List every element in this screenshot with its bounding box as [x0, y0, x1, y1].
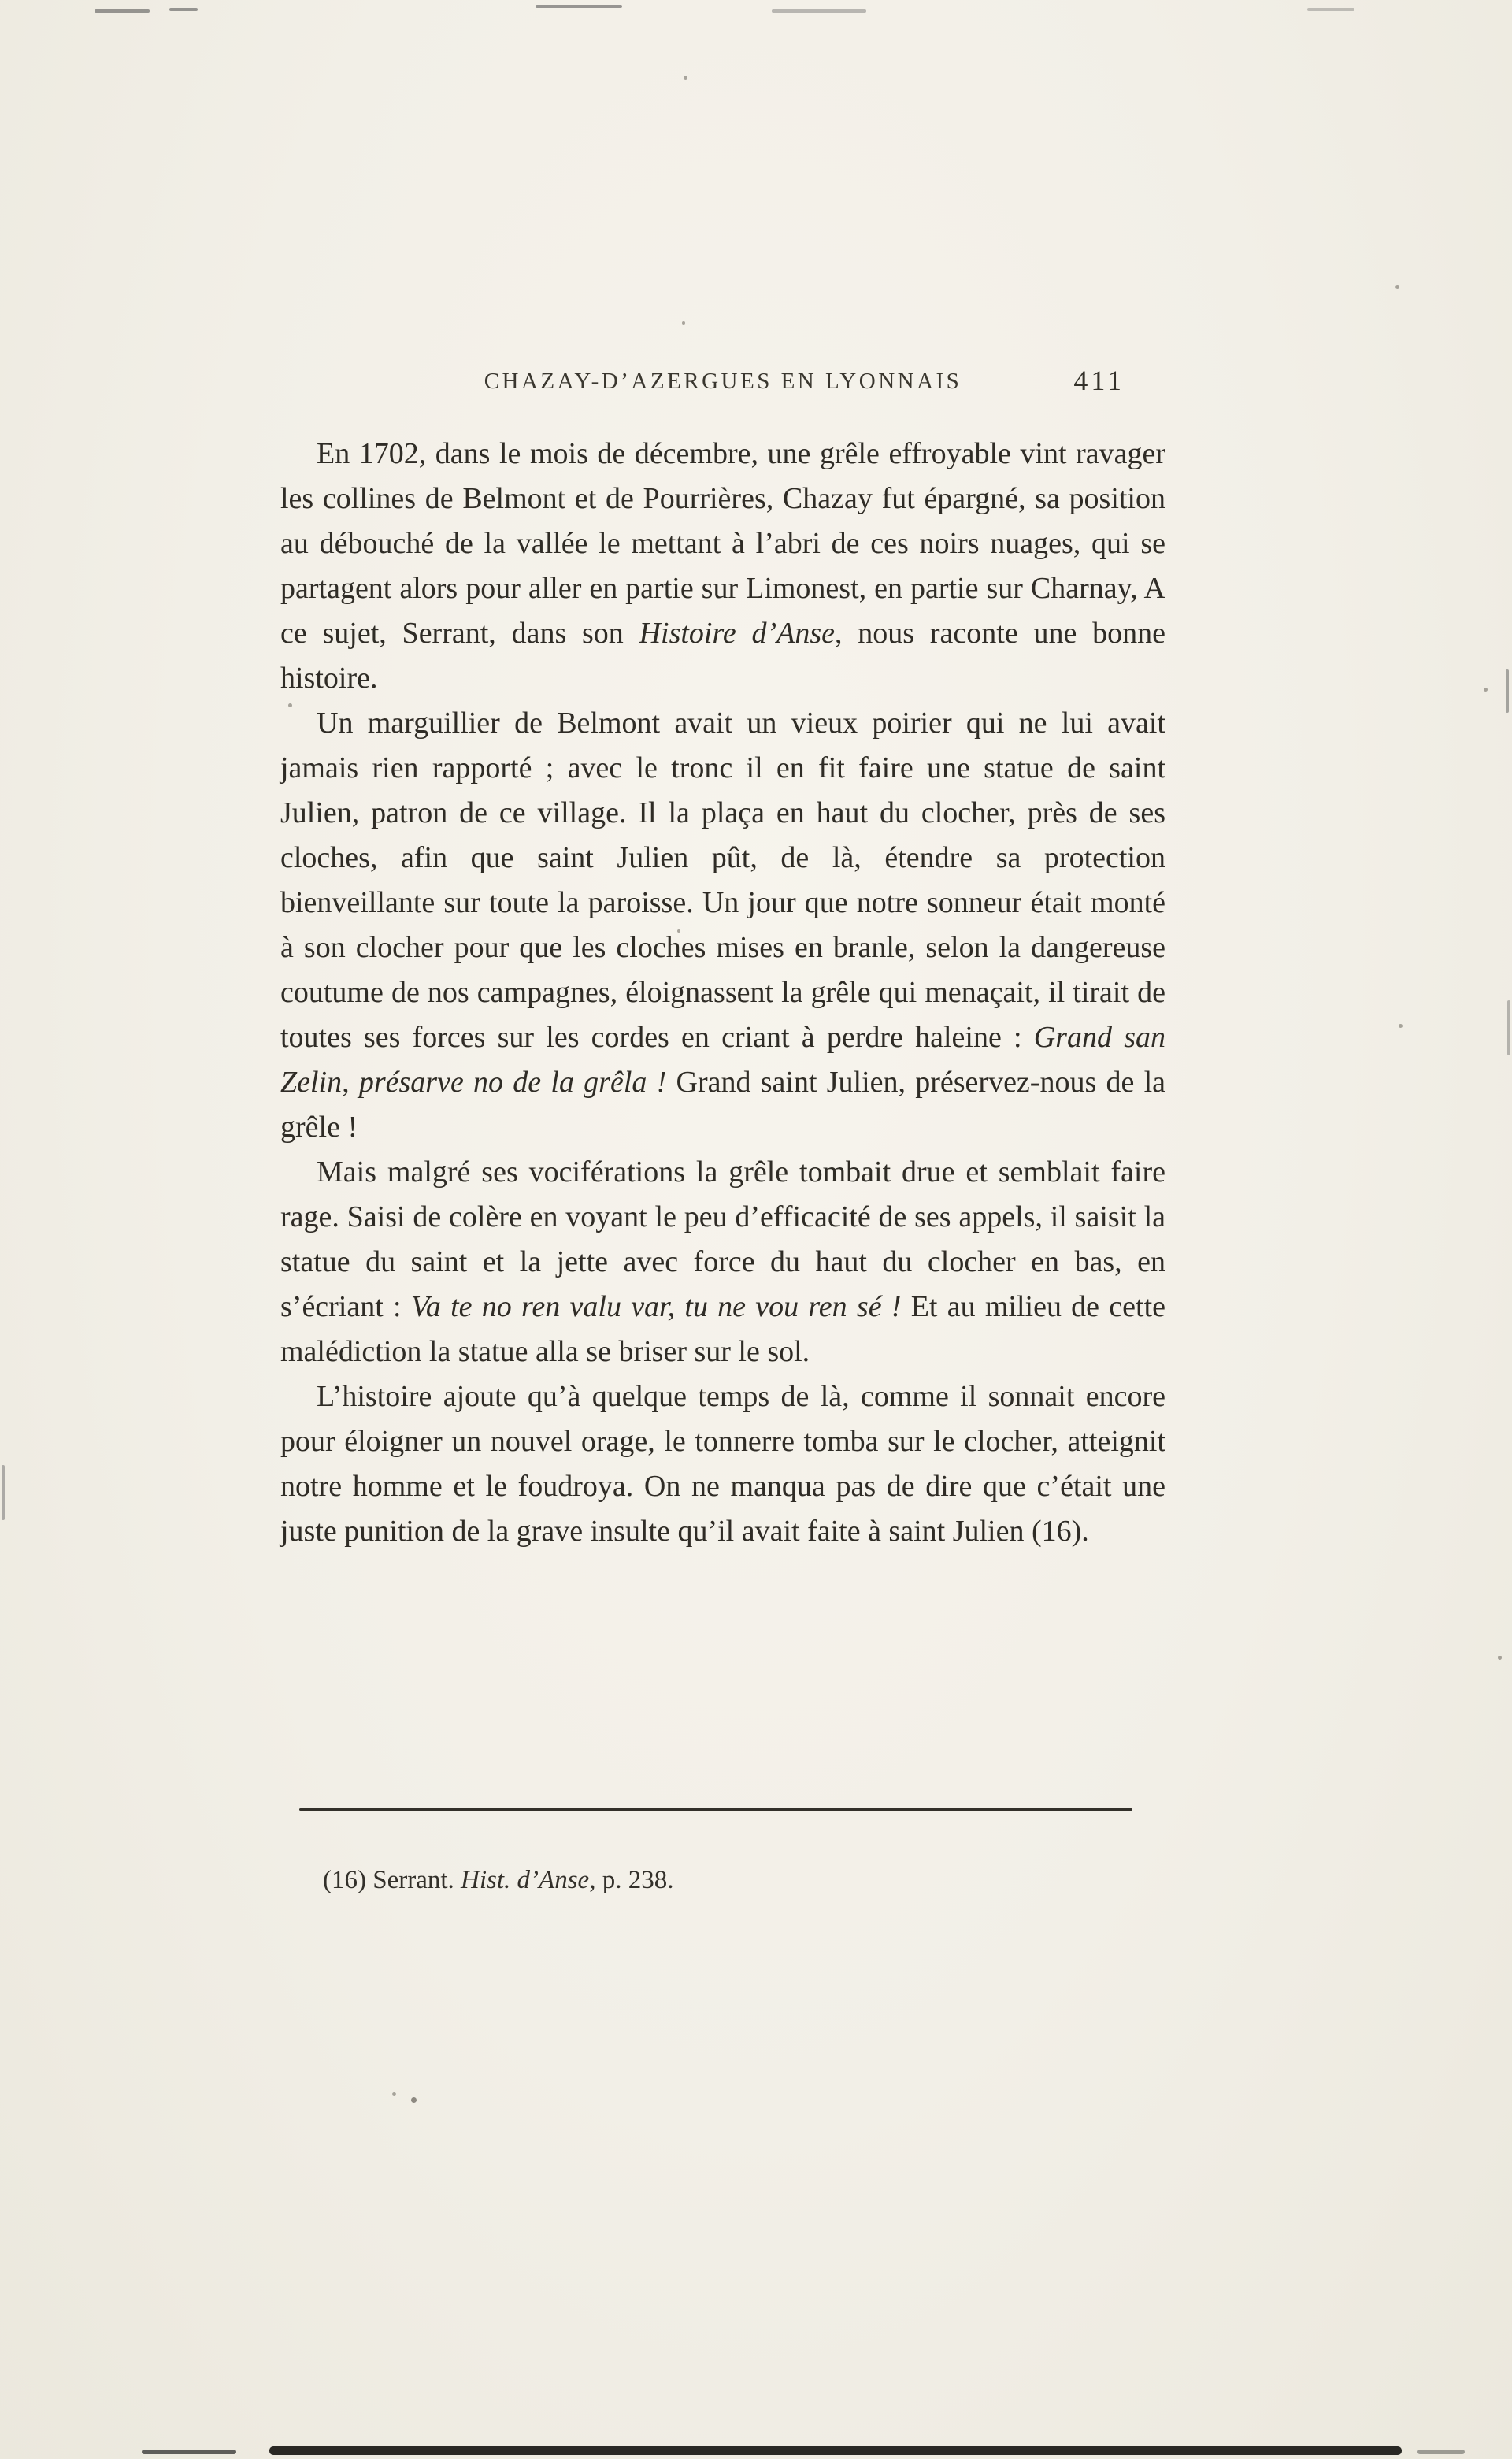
paper-speck: [1498, 1656, 1502, 1660]
scan-artifact-edge: [1507, 1000, 1510, 1055]
paper-speck: [288, 703, 292, 707]
italic-text-run: Grand san Zelin, présarve no de la grêla !: [280, 1021, 1166, 1099]
paper-speck: [684, 76, 687, 80]
paragraph: [280, 701, 1166, 1150]
scan-artifact-dash: [169, 8, 198, 11]
italic-text-run: Hist. d’Anse: [461, 1866, 590, 1894]
scan-artifact-dash: [1418, 2450, 1465, 2454]
text-run: Un marguillier de Belmont avait un vieux poirier qui ne lui avait jamais rien rapporté ; avec le tronc il en fit faire une statue de saint Julien, patron de ce village. Il la plaça en haut du clocher, près de ses cloches, afin que saint Julien pût, de là, étendre sa protection bienveillante sur toute la paroisse. Un jour que notre sonneur était monté à son clocher pour que les cloches mises en branle, selon la dangereuse coutume de nos campagnes, éloignassent la grêle qui menaçait, il tirait de toutes ses forces sur les cordes en criant à perdre haleine :: [280, 707, 1166, 1054]
paper-speck: [1484, 688, 1488, 692]
paragraph: [280, 1150, 1166, 1374]
scan-artifact-dash: [142, 2450, 236, 2454]
paper-speck: [682, 321, 685, 325]
scan-edge-artifact: [269, 2446, 1402, 2455]
paper-speck: [1399, 1024, 1403, 1028]
scan-artifact-dash: [772, 9, 866, 13]
italic-text-run: Histoire d’Anse: [639, 617, 836, 650]
text-run: L’histoire ajoute qu’à quelque temps de là, comme il sonnait encore pour éloigner un nouvel orage, le tonnerre tomba sur le clocher, atteignit notre homme et le foudroya. On ne manqua pas de dire que c’était une juste punition de la grave insulte qu’il avait faite à saint Julien (16).: [280, 1380, 1166, 1548]
text-run: Et au milieu de cette malédiction la statue alla se briser sur le sol.: [280, 1290, 1166, 1368]
text-run: En 1702, dans le mois de décembre, une grêle effroyable vint ravager les collines de Belmont et de Pourrières, Chazay fut épargné, sa position au débouché de la vallée le mettant à l’abri de ces noirs nuages, qui se partagent alors pour aller en partie sur Limonest, en partie sur Charnay, A ce sujet, Serrant, dans son: [280, 437, 1166, 650]
text-run: (16) Serrant.: [323, 1866, 461, 1894]
body-text: [280, 432, 1166, 1554]
page-number: 411: [1073, 365, 1125, 396]
text-run: , p. 238.: [589, 1866, 674, 1894]
footnote-text: [323, 1862, 1166, 1898]
scan-artifact-dash: [1307, 8, 1354, 11]
paper-speck: [1395, 285, 1399, 289]
footnote-rule: [299, 1808, 1132, 1811]
paper-speck: [392, 2092, 396, 2096]
paragraph: [280, 432, 1166, 701]
paragraph: [280, 1374, 1166, 1554]
text-run: Mais malgré ses vociférations la grêle tombait drue et semblait faire rage. Saisi de colère en voyant le peu d’efficacité de ses appels, il saisit la statue du saint et la jette avec force du haut du clocher en bas, en s’écriant :: [280, 1155, 1166, 1323]
text-run: Grand saint Julien, préservez-nous de la grêle !: [280, 1066, 1166, 1144]
page-header: [280, 365, 1166, 396]
scan-artifact-dash: [94, 9, 150, 13]
scan-artifact-edge: [1506, 669, 1509, 713]
running-title: CHAZAY-D’AZERGUES EN LYONNAIS: [484, 369, 962, 394]
scan-artifact-edge: [2, 1465, 5, 1520]
italic-text-run: Va te no ren valu var, tu ne vou ren sé !: [410, 1290, 902, 1323]
text-run: , nous raconte une bonne histoire.: [280, 617, 1166, 695]
paper-speck: [677, 929, 680, 933]
scan-artifact-dash: [536, 5, 622, 8]
paper-speck: [411, 2097, 417, 2103]
